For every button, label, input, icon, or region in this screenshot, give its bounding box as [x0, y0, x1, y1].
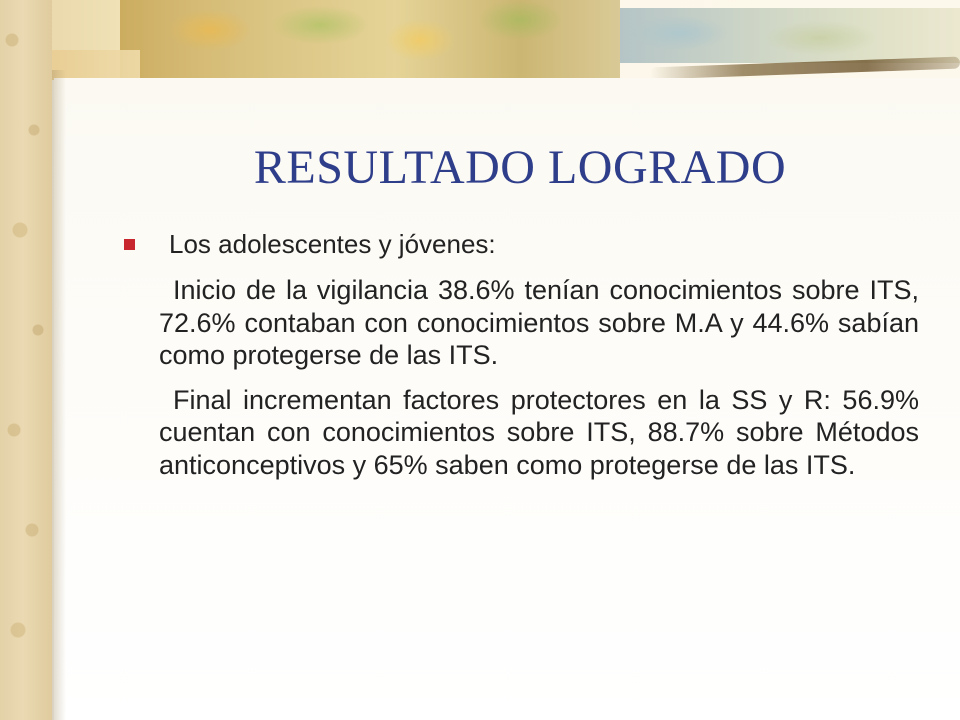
left-parchment-strip: [0, 0, 52, 720]
paragraph-final-results: Final incrementan factores protectores en la SS y R: 56.9% cuentan con conocimientos sobre ITS, 88.7% sobre Métodos anticonceptivos y 65% saben como protegerse de las ITS.: [159, 384, 919, 480]
banner-leaf-image: [120, 0, 620, 78]
bullet-text: Los adolescentes y jóvenes:: [169, 229, 496, 259]
slide-body: [124, 224, 919, 481]
bullet-square-icon: [124, 239, 135, 250]
paragraph-start-results: Inicio de la vigilancia 38.6% tenían conocimientos sobre ITS, 72.6% contaban con conocimientos sobre M.A y 44.6% sabían como protegerse de las ITS.: [159, 275, 919, 370]
banner-landscape-image: [620, 8, 960, 63]
bullet-item: [124, 224, 919, 264]
top-banner: [0, 0, 960, 78]
slide-title: RESULTADO LOGRADO: [253, 141, 787, 194]
panel-shadow: [52, 70, 66, 720]
